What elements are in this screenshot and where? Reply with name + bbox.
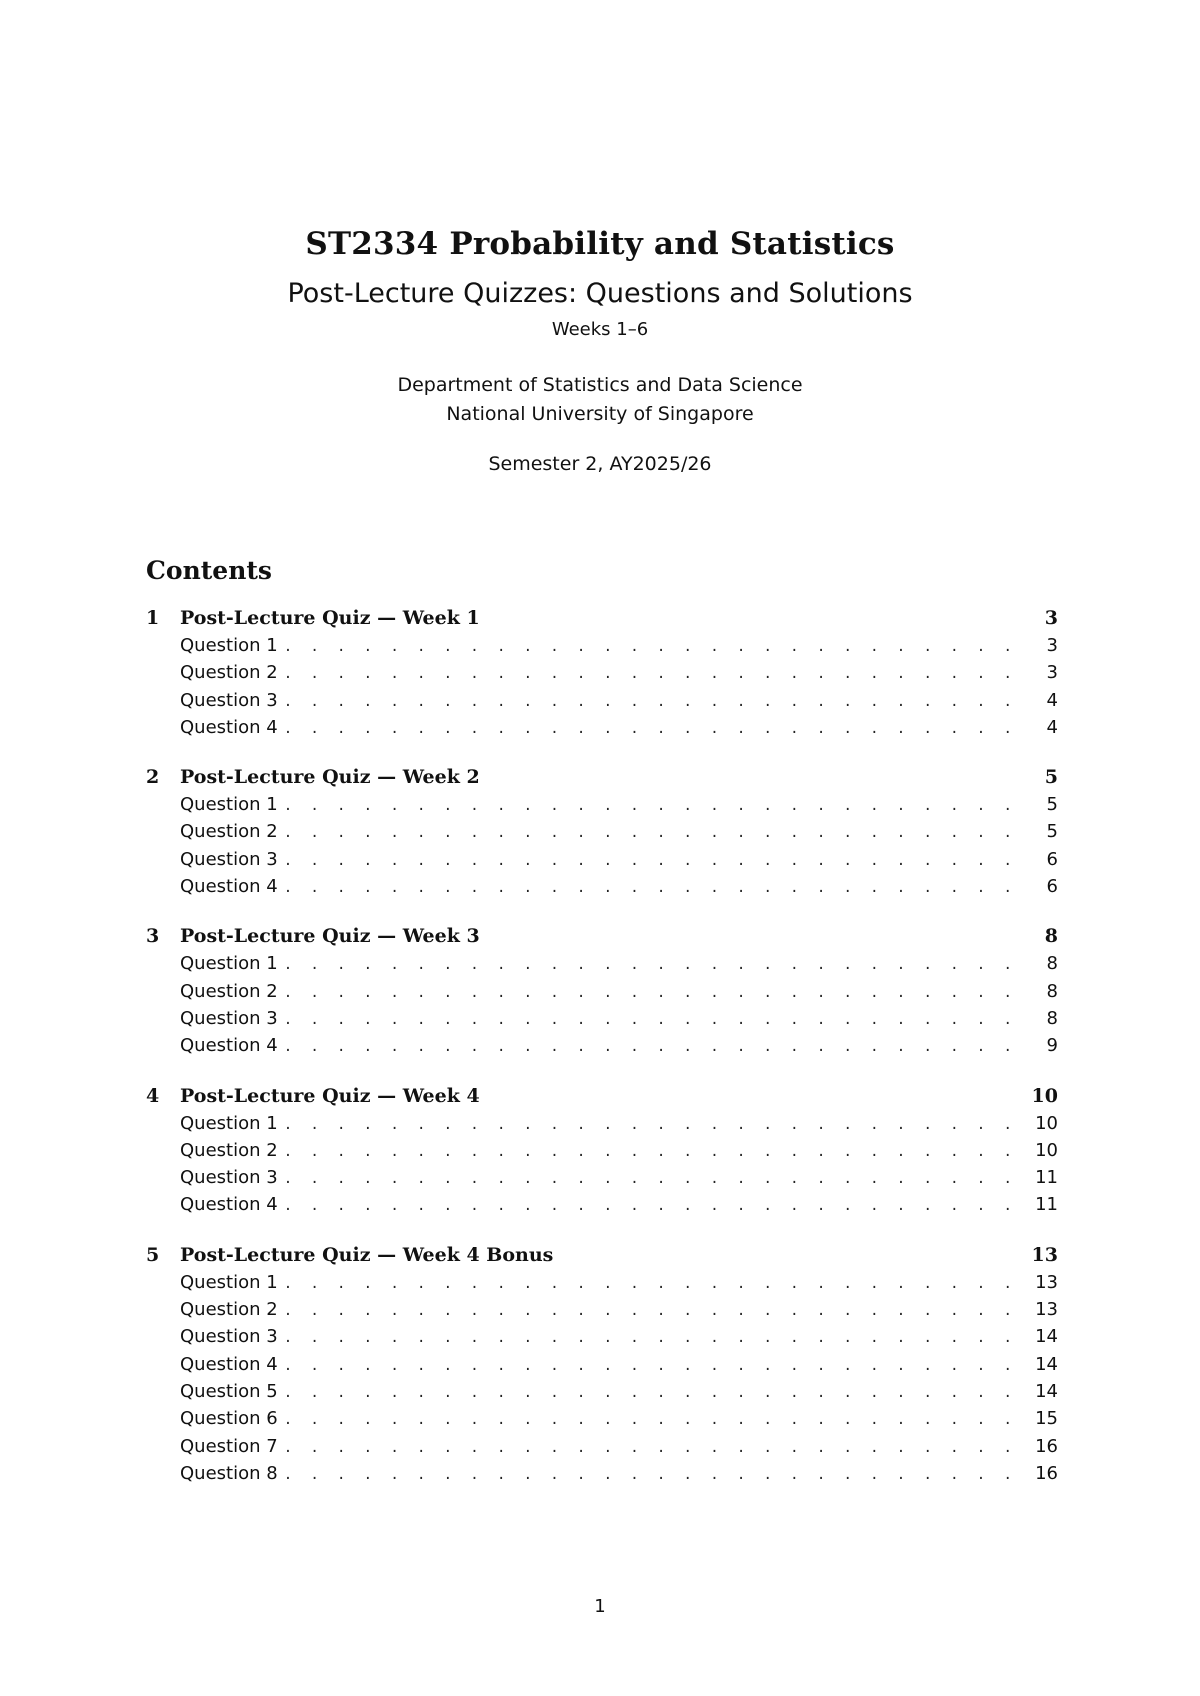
toc-entry-label: Question 1 [180, 635, 278, 656]
toc-entry-page: 9 [1046, 1035, 1058, 1057]
toc-entry-page: 8 [1046, 1007, 1058, 1029]
dot-leader [284, 639, 1022, 655]
dot-leader [284, 1198, 1022, 1214]
toc-entry-label: Question 3 [180, 1326, 278, 1348]
toc-entry-label: Question 3 [180, 689, 278, 711]
dot-leader [284, 1358, 1022, 1374]
dot-leader [284, 1144, 1022, 1160]
dot-leader [284, 1440, 1022, 1456]
toc-section-number: 3 [146, 925, 160, 948]
toc-section-page: 8 [1044, 925, 1058, 948]
toc-entry-page: 10 [1035, 1139, 1058, 1161]
toc-entry-page: 16 [1035, 1435, 1058, 1457]
toc-entry-label: Question 5 [180, 1380, 278, 1402]
toc-entry-link[interactable] [146, 662, 1058, 689]
toc-entry-link[interactable] [146, 1035, 1058, 1062]
toc-entry-label: Question 8 [180, 1462, 278, 1484]
toc-entry-page: 15 [1035, 1408, 1058, 1430]
toc-entry-label: Question 2 [180, 980, 278, 1002]
toc-entry-link[interactable] [146, 717, 1058, 744]
toc-entry-page: 8 [1046, 953, 1058, 975]
toc-entry-page: 14 [1035, 1380, 1058, 1402]
toc-entry-page: 3 [1046, 635, 1058, 656]
toc-entry-page: 16 [1035, 1462, 1058, 1484]
semester-label: Semester 2, AY2025/26 [488, 453, 712, 475]
toc-entry-link[interactable] [146, 1463, 1058, 1490]
toc-entry-link[interactable] [146, 1272, 1058, 1299]
toc-entry-page: 14 [1035, 1353, 1058, 1375]
toc-entry-page: 11 [1035, 1194, 1058, 1216]
toc-entry-link[interactable] [146, 1436, 1058, 1463]
dot-leader [284, 721, 1022, 737]
toc-section-link[interactable] [146, 607, 1058, 635]
toc-entry-link[interactable] [146, 635, 1058, 662]
toc-section [146, 607, 1058, 744]
document-subtitle: Post-Lecture Quizzes: Questions and Solutions [287, 278, 913, 309]
toc-section [146, 1244, 1058, 1490]
toc-entry-label: Question 6 [180, 1408, 278, 1430]
toc-entry-link[interactable] [146, 981, 1058, 1008]
toc-entry-page: 13 [1035, 1299, 1058, 1321]
dot-leader [284, 985, 1022, 1001]
dot-leader [284, 1385, 1022, 1401]
toc-section-link[interactable] [146, 1244, 1058, 1272]
toc-entry-page: 4 [1046, 716, 1058, 738]
university-name: National University of Singapore [446, 403, 754, 425]
dot-leader [284, 798, 1022, 814]
toc-entry-link[interactable] [146, 1167, 1058, 1194]
toc-entry-page: 3 [1046, 662, 1058, 684]
dot-leader [284, 1117, 1022, 1133]
toc-entry-page: 14 [1035, 1326, 1058, 1348]
toc-entry-link[interactable] [146, 1354, 1058, 1381]
toc-entry-link[interactable] [146, 849, 1058, 876]
toc-entry-link[interactable] [146, 1140, 1058, 1167]
title-block [0, 222, 1200, 479]
toc-section-title: Post-Lecture Quiz — Week 4 Bonus [180, 1243, 554, 1266]
dot-leader [284, 1467, 1022, 1483]
toc-entry-label: Question 1 [180, 1112, 278, 1134]
toc-section-title: Post-Lecture Quiz — Week 4 [180, 1084, 480, 1107]
toc-section-link[interactable] [146, 925, 1058, 953]
toc-entry-link[interactable] [146, 821, 1058, 848]
toc-section-number: 5 [146, 1243, 160, 1266]
toc-entry-link[interactable] [146, 1299, 1058, 1326]
toc-section-page: 13 [1031, 1243, 1058, 1266]
toc-entry-label: Question 2 [180, 1139, 278, 1161]
toc-section-number: 1 [146, 607, 160, 629]
toc-entry-page: 13 [1035, 1271, 1058, 1293]
toc-entry-page: 10 [1035, 1112, 1058, 1134]
toc-section-link[interactable] [146, 1085, 1058, 1113]
toc-entry-label: Question 3 [180, 1007, 278, 1029]
dot-leader [284, 1303, 1022, 1319]
toc-section [146, 1085, 1058, 1222]
toc-entry-label: Question 2 [180, 662, 278, 684]
toc-entry-link[interactable] [146, 794, 1058, 821]
dot-leader [284, 853, 1022, 869]
toc-entry-link[interactable] [146, 1113, 1058, 1140]
document-title: ST2334 Probability and Statistics [305, 226, 895, 262]
toc-entry-label: Question 4 [180, 1194, 278, 1216]
toc-section-page: 10 [1031, 1084, 1058, 1107]
contents-heading: Contents [146, 556, 273, 585]
toc-section-title: Post-Lecture Quiz — Week 2 [180, 766, 480, 789]
toc-entry-link[interactable] [146, 1408, 1058, 1435]
dot-leader [284, 825, 1022, 841]
toc-entry-page: 11 [1035, 1167, 1058, 1189]
toc-section-link[interactable] [146, 766, 1058, 794]
toc-entry-label: Question 1 [180, 794, 278, 816]
toc-entry-page: 4 [1046, 689, 1058, 711]
toc-entry-label: Question 4 [180, 876, 278, 898]
dot-leader [284, 1039, 1022, 1055]
toc-list [146, 607, 1058, 1490]
dot-leader [284, 1171, 1022, 1187]
toc-entry-page: 5 [1046, 821, 1058, 843]
toc-entry-link[interactable] [146, 953, 1058, 980]
toc-entry-link[interactable] [146, 1381, 1058, 1408]
toc-section-title: Post-Lecture Quiz — Week 1 [180, 607, 480, 629]
dot-leader [284, 1412, 1022, 1428]
toc-entry-link[interactable] [146, 1194, 1058, 1221]
toc-section-number: 2 [146, 766, 160, 789]
toc-entry-label: Question 1 [180, 953, 278, 975]
table-of-contents [146, 553, 1058, 1512]
toc-entry-label: Question 2 [180, 1299, 278, 1321]
department-name: Department of Statistics and Data Science [397, 374, 803, 396]
weeks-range: Weeks 1–6 [551, 319, 649, 340]
toc-section-page: 5 [1044, 766, 1058, 789]
dot-leader [284, 1330, 1022, 1346]
toc-section [146, 766, 1058, 903]
toc-entry-link[interactable] [146, 1326, 1058, 1353]
dot-leader [284, 957, 1022, 973]
toc-entry-link[interactable] [146, 876, 1058, 903]
dot-leader [284, 694, 1022, 710]
page-number: 1 [594, 1596, 606, 1617]
toc-entry-page: 6 [1046, 876, 1058, 898]
dot-leader [284, 880, 1022, 896]
toc-entry-label: Question 1 [180, 1271, 278, 1293]
toc-entry-page: 5 [1046, 794, 1058, 816]
toc-section-page: 3 [1044, 607, 1058, 629]
toc-entry-link[interactable] [146, 690, 1058, 717]
toc-entry-label: Question 3 [180, 848, 278, 870]
dot-leader [284, 1012, 1022, 1028]
toc-section-number: 4 [146, 1084, 160, 1107]
toc-entry-label: Question 4 [180, 1035, 278, 1057]
dot-leader [284, 1276, 1022, 1292]
toc-entry-label: Question 4 [180, 716, 278, 738]
toc-section [146, 925, 1058, 1062]
toc-entry-label: Question 7 [180, 1435, 278, 1457]
toc-entry-page: 8 [1046, 980, 1058, 1002]
toc-entry-label: Question 2 [180, 821, 278, 843]
toc-entry-label: Question 3 [180, 1167, 278, 1189]
toc-section-title: Post-Lecture Quiz — Week 3 [180, 925, 480, 948]
toc-entry-page: 6 [1046, 848, 1058, 870]
dot-leader [284, 666, 1022, 682]
toc-entry-label: Question 4 [180, 1353, 278, 1375]
toc-entry-link[interactable] [146, 1008, 1058, 1035]
